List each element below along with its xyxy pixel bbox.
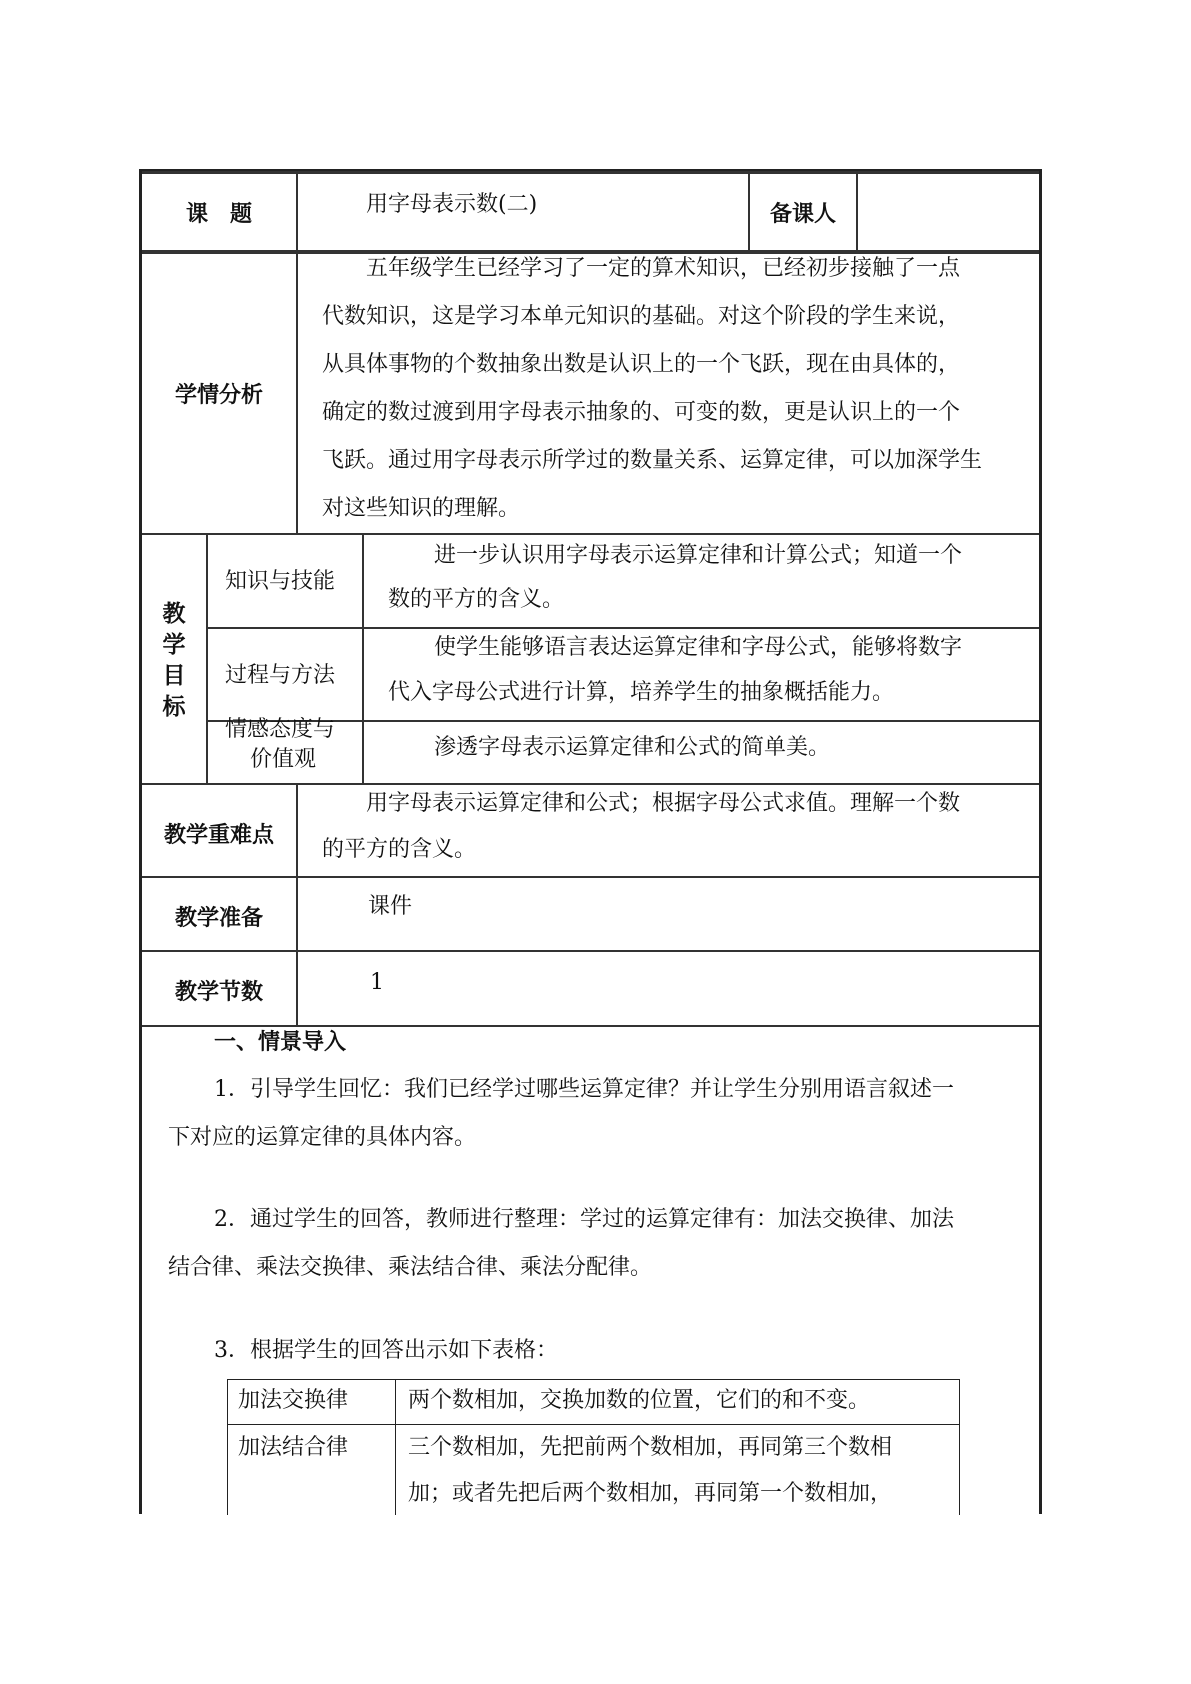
preparer-label: 备课人 [769,201,836,227]
analysis-line: 对这些知识的理解。 [322,496,521,521]
analysis-label: 学情分析 [174,382,263,408]
law-table-column-rule [395,1379,396,1515]
process-item-2 [168,1196,1033,1292]
prep-value: 课件 [368,894,413,919]
process-goal-text [388,624,1038,714]
law-name: 加法交换律 [238,1388,349,1413]
process-item-1 [168,1066,1033,1162]
law-description: 三个数相加，先把前两个数相加，再同第三个数相 [408,1435,893,1460]
section-title: 一、情景导入 [214,1029,347,1055]
knowledge-label: 知识与技能 [225,569,336,594]
process-item-2-line: 结合律、乘法交换律、乘法结合律、乘法分配律。 [168,1255,653,1280]
analysis-text [322,245,1037,533]
periods-value: 1 [370,970,384,995]
keypoints-row-bottom-rule [142,876,1039,878]
emotion-text: 渗透字母表示运算定律和公式的简单美。 [434,735,831,760]
analysis-line: 飞跃。通过用字母表示所学过的数量关系、运算定律，可以加深学生 [322,448,983,473]
emotion-label-line1: 情感态度与 [225,717,336,742]
topic-label: 课 题 [185,201,252,227]
analysis-line: 从具体事物的个数抽象出数是认识上的一个飞跃，现在由具体的， [322,352,961,377]
process-goal-line: 使学生能够语言表达运算定律和字母公式，能够将数字 [434,635,963,660]
process-item-3: 3．根据学生的回答出示如下表格： [214,1338,558,1363]
law-description: 加；或者先把后两个数相加，再同第一个数相加， [408,1481,893,1506]
emotion-label-line2: 价值观 [250,747,317,772]
law-name: 加法结合律 [238,1435,349,1460]
knowledge-line: 进一步认识用字母表示运算定律和计算公式；知道一个 [434,543,963,568]
preparer-label-right-rule [856,172,858,252]
keypoints-label: 教学重难点 [163,822,274,848]
goals-label [159,598,189,722]
law-description: 两个数相加，交换加数的位置，它们的和不变。 [408,1388,871,1413]
keypoints-line: 用字母表示运算定律和公式；根据字母公式求值。理解一个数 [366,791,961,816]
goals-label-char: 目 [162,662,186,689]
process-item-1-line: 下对应的运算定律的具体内容。 [168,1125,477,1150]
label-column-rule-bottom [296,783,298,1026]
label-column-rule-top [296,172,298,534]
knowledge-line: 数的平方的含义。 [388,587,565,612]
process-goal-line: 代入字母公式进行计算，培养学生的抽象概括能力。 [388,680,895,705]
goals-sublabel-left-rule [206,533,208,784]
prep-label: 教学准备 [174,905,263,931]
goals-label-char: 教 [162,600,186,627]
analysis-line: 确定的数过渡到用字母表示抽象的、可变的数，更是认识上的一个 [322,400,961,425]
analysis-line: 代数知识，这是学习本单元知识的基础。对这个阶段的学生来说， [322,304,961,329]
keypoints-line: 的平方的含义。 [322,837,477,862]
prep-row-bottom-rule [142,950,1039,952]
keypoints-text [322,780,1037,872]
analysis-line: 五年级学生已经学习了一定的算术知识，已经初步接触了一点 [366,256,961,281]
process-goal-label: 过程与方法 [225,663,336,688]
topic-value: 用字母表示数(二) [366,192,538,217]
goals-label-char: 标 [162,693,186,720]
process-item-1-line: 1．引导学生回忆：我们已经学过哪些运算定律？并让学生分别用语言叙述一 [214,1077,954,1102]
periods-label: 教学节数 [174,979,263,1005]
goals-label-char: 学 [162,631,186,658]
table-top-inner-rule [142,171,1039,174]
process-item-2-line: 2．通过学生的回答，教师进行整理：学过的运算定律有：加法交换律、加法 [214,1207,954,1232]
goals-sublabel-right-rule [362,533,364,784]
knowledge-text [388,532,1038,620]
